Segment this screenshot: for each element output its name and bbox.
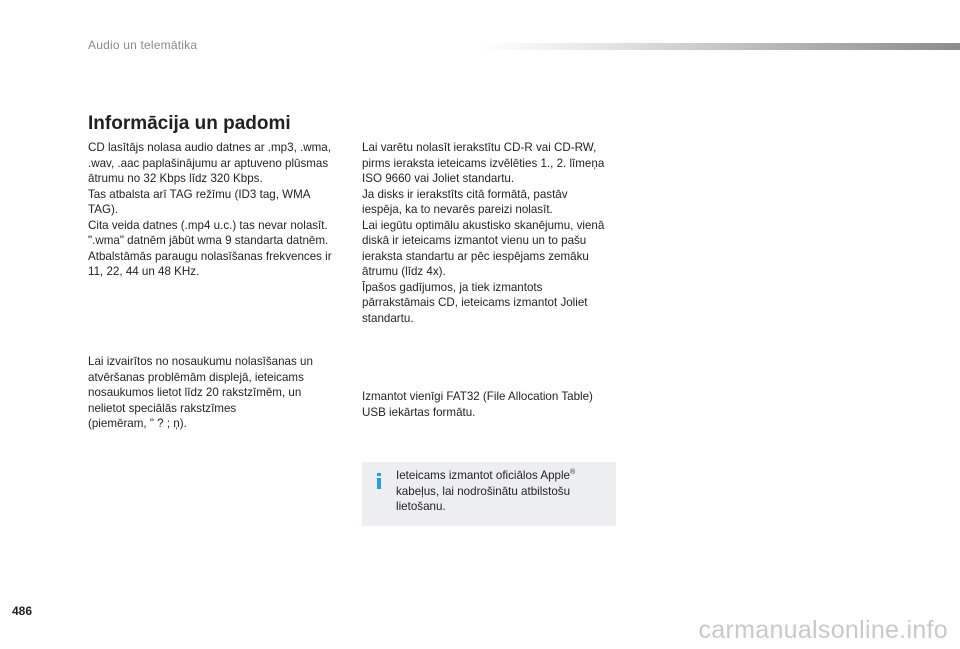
registered-mark: ® <box>570 469 576 477</box>
page-title: Informācija un padomi <box>88 113 291 134</box>
filename-advice-paragraph: Lai izvairītos no nosaukumu nolasīšanas un atvēršanas problēmām displejā, ieteicams nosaukumos lietot līdz 20 rakstzīmēm, un nelietot speciālās rakstzīmes (piemēram, " ? ; ņ). <box>88 355 313 430</box>
header-gradient-bar <box>480 43 960 50</box>
usb-format-paragraph: Izmantot vienīgi FAT32 (File Allocation Table) USB iekārtas formātu. <box>362 390 593 419</box>
cd-recording-paragraph: Lai varētu nolasīt ierakstītu CD-R vai CD-RW, pirms ieraksta ieteicams izvēlēties 1., 2. līmeņa ISO 9660 vai Joliet standartu. Ja disks ir ierakstīts citā formātā, pastāv iespēja, ka to nevarēs pareizi nolasīt. Lai iegūtu optimālu akustisko skanējumu, vienā diskā ir ieteicams izmantot vienu un to pašu ieraksta standartu ar pēc iespējams zemāku ātrumu (līdz 4x). Īpašos gadījumos, ja tiek izmantots pārrakstāmais CD, ieteicams izmantot Joliet standartu. <box>362 141 605 325</box>
info-note-text-end: kabeļus, lai nodrošinātu atbilstošu lietošanu. <box>396 484 571 513</box>
section-name: Audio un telemātika <box>88 38 198 52</box>
watermark: carmanualsonline.info <box>698 616 948 644</box>
cd-formats-paragraph: CD lasītājs nolasa audio datnes ar .mp3, .wma, .wav, .aac paplašinājumu ar aptuveno plūsmas ātrumu no 32 Kbps līdz 320 Kbps. Tas atbalsta arī TAG režīmu (ID3 tag, WMA TAG). Cita veida datnes (.mp4 u.c.) tas nevar nolasīt. ".wma" datnēm jābūt wma 9 standarta datnēm. Atbalstāmās paraugu nolasīšanas frekvences ir 11, 22, 44 un 48 KHz. <box>88 141 332 278</box>
page-number: 486 <box>12 604 33 618</box>
info-note-text-start: Ieteicams izmantot oficiālos Apple <box>396 469 570 482</box>
info-note-box <box>362 462 616 526</box>
info-note-text <box>396 468 606 515</box>
info-icon <box>374 473 384 489</box>
